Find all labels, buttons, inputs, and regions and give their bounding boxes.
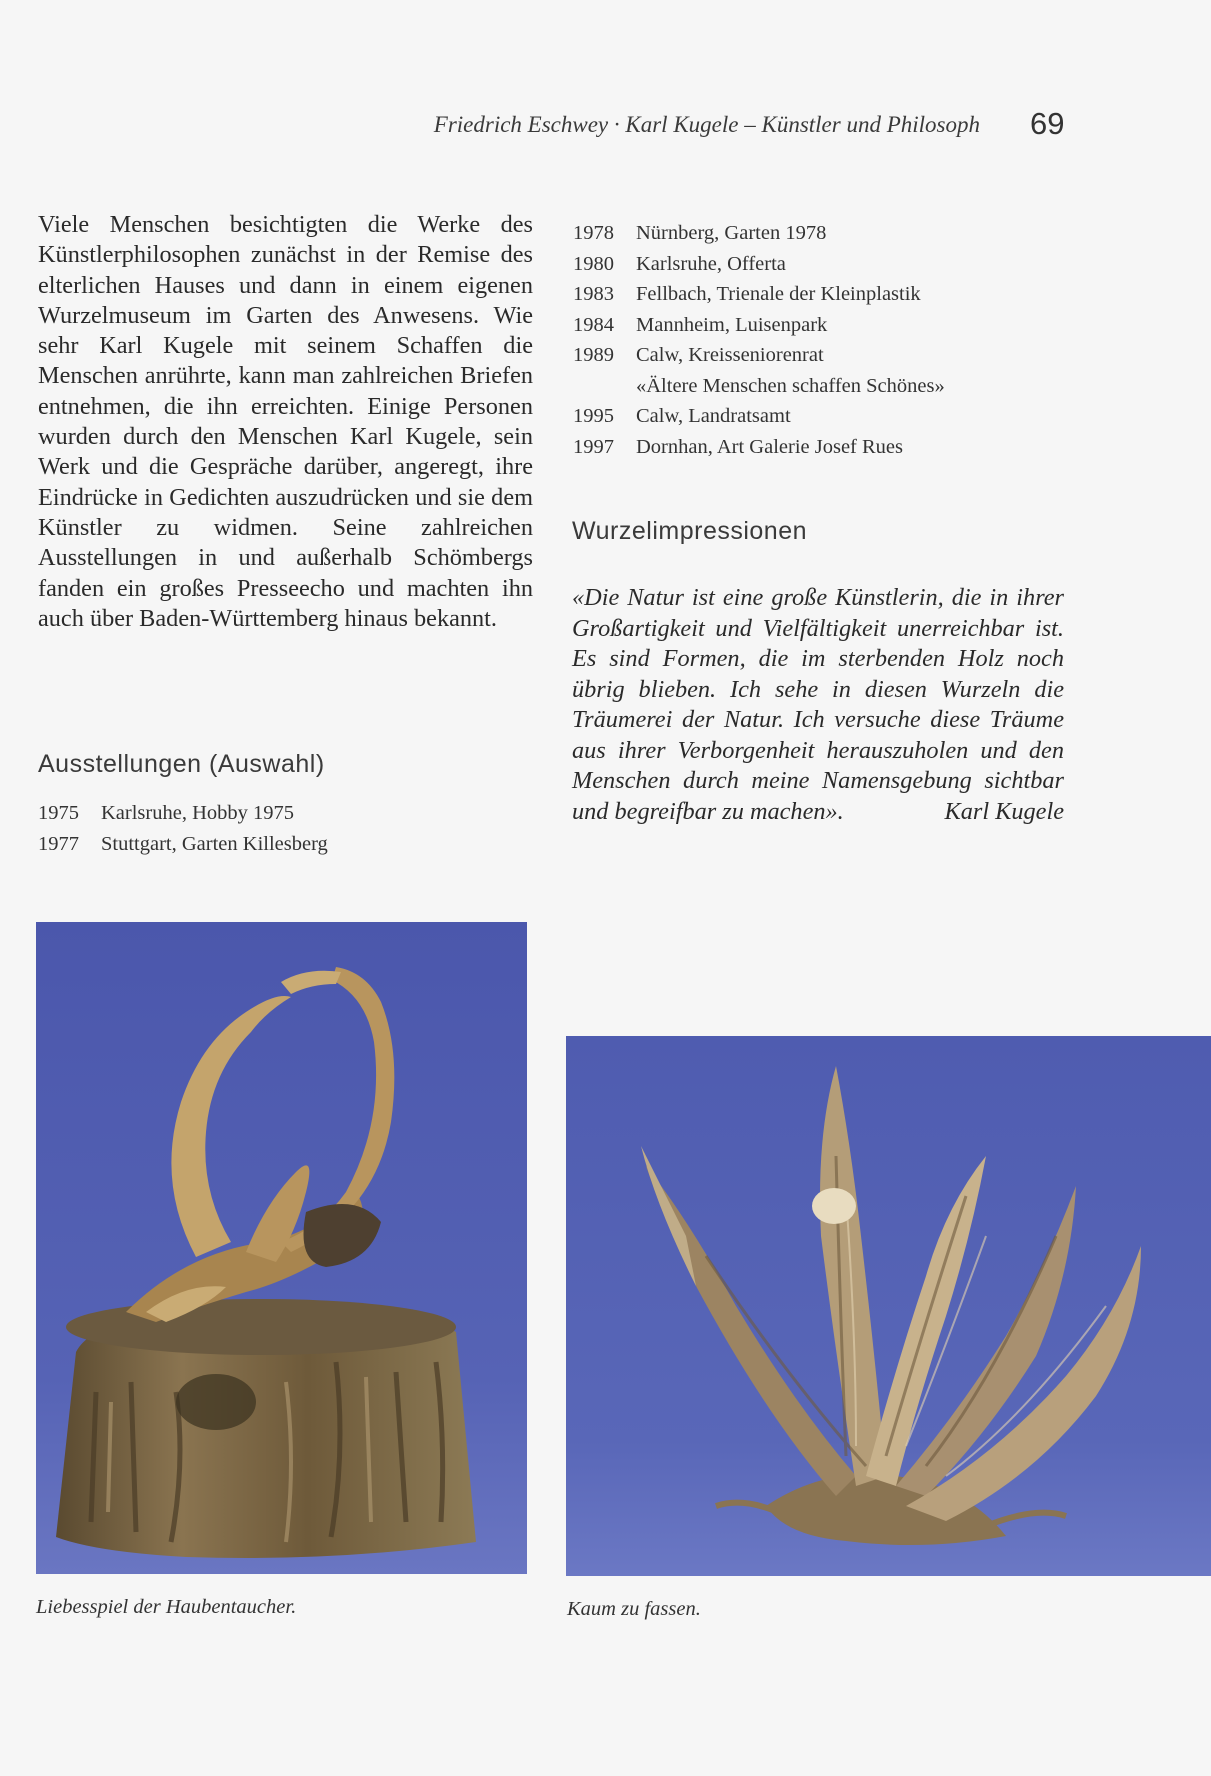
exhibition-place: Karlsruhe, Offerta <box>636 252 786 275</box>
exhibition-entry <box>573 340 1073 371</box>
quote-author: Karl Kugele <box>944 797 1064 825</box>
exhibition-place: Calw, Kreisseniorenrat <box>636 344 824 366</box>
exhibition-year <box>573 371 636 402</box>
quote-block <box>572 583 1064 827</box>
running-header: Friedrich Eschwey · Karl Kugele – Künstler und Philosoph <box>433 112 980 137</box>
root-sculpture-illustration <box>36 922 527 1574</box>
exhibition-entry <box>38 829 518 860</box>
exhibition-entry <box>573 218 1073 249</box>
exhibition-entry-continuation <box>573 371 1073 402</box>
exhibition-entry <box>573 432 1073 463</box>
exhibition-year: 1989 <box>573 344 614 366</box>
exhibition-place: Fellbach, Trienale der Kleinplastik <box>636 283 921 305</box>
exhibition-place: «Ältere Menschen schaffen Schönes» <box>636 374 945 397</box>
exhibition-place: Nürnberg, Garten 1978 <box>636 222 827 244</box>
exhibitions-list-right <box>573 218 1073 462</box>
photo-root-sculpture-grebes <box>36 922 527 1574</box>
root-sculpture-illustration <box>566 1036 1211 1576</box>
body-paragraph: Viele Menschen besichtigten die Werke des Künstlerphilosophen zunächst in der Remise des elterlichen Hauses und dann in einem eigenen Wurzelmuseum im Garten des Anwesens. Wie sehr Karl Kugele mit seinem Schaffen die Menschen anrührte, kann man zahlreichen Briefen entnehmen, die ihn erreichten. Einige Personen wurden durch den Menschen Karl Kugele, sein Werk und die Gespräche darüber, angeregt, ihre Eindrücke in Gedichten auszudrücken und sie dem Künstler zu widmen. Seine zahlreichen Ausstellungen in und außerhalb Schömbergs fanden ein großes Presseecho und machten ihn auch über Baden-Württemberg hinaus bekannt. <box>38 211 533 632</box>
exhibition-year: 1984 <box>573 313 614 336</box>
roots-heading: Wurzelimpressionen <box>572 517 808 545</box>
exhibition-place: Dornhan, Art Galerie Josef Rues <box>636 435 904 458</box>
exhibition-entry <box>38 798 518 829</box>
exhibition-entry <box>573 279 1073 310</box>
exhibition-place: Stuttgart, Garten Killesberg <box>101 832 328 855</box>
exhibition-year: 1975 <box>38 802 79 824</box>
photo-caption-left: Liebesspiel der Haubentaucher. <box>36 1596 297 1618</box>
exhibition-place: Mannheim, Luisenpark <box>636 313 828 336</box>
photo-caption-right: Kaum zu fassen. <box>567 1598 701 1620</box>
exhibitions-heading: Ausstellungen (Auswahl) <box>38 750 325 778</box>
exhibition-year: 1997 <box>573 435 614 458</box>
exhibition-year: 1978 <box>573 222 614 244</box>
exhibition-entry <box>573 310 1073 341</box>
exhibition-entry <box>573 401 1073 432</box>
exhibition-year: 1983 <box>573 283 614 305</box>
photo-root-sculpture-hard-to-grasp <box>566 1036 1211 1576</box>
exhibitions-list-left <box>38 798 518 859</box>
exhibition-entry <box>573 249 1073 280</box>
exhibition-year: 1980 <box>573 252 614 275</box>
quote-text: «Die Natur ist eine große Künstlerin, die in ihrer Großartigkeit und Vielfältigkeit unerreichbar ist. Es sind Formen, die im sterbenden Holz noch übrig blieben. Ich sehe in diesen Wurzeln die Träumerei der Natur. Ich versuche diese Träume aus ihrer Verborgenheit herauszuholen und den Menschen durch meine Namensgebung sichtbar und begreifbar zu machen». <box>572 584 1064 825</box>
exhibition-year: 1977 <box>38 832 79 855</box>
exhibition-place: Karlsruhe, Hobby 1975 <box>101 802 295 824</box>
exhibition-place: Calw, Landratsamt <box>636 405 791 427</box>
page-number: 69 <box>1030 106 1065 141</box>
exhibition-year: 1995 <box>573 405 614 427</box>
